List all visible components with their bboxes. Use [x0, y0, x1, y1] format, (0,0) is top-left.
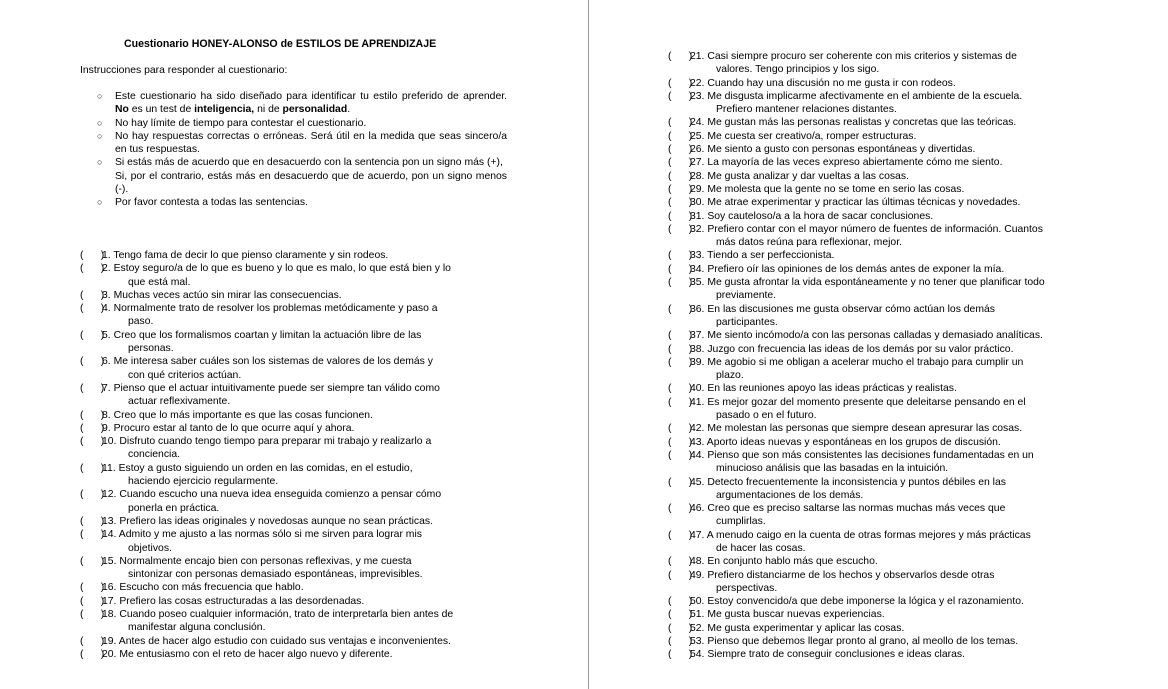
question-number: 47.	[690, 529, 705, 541]
answer-blank[interactable]: ( )	[80, 582, 105, 594]
question-text: Me disgusta implicarme afectivamente en el ambiente de la escuela.	[707, 90, 1023, 102]
question-item	[668, 50, 1108, 77]
question-text: Me molesta que la gente no se tome en serio las cosas.	[707, 183, 965, 195]
question-number: 3.	[102, 289, 111, 301]
question-text: Prefiero contar con el mayor número de fuentes de información. Cuantos	[707, 223, 1043, 235]
question-number: 13.	[102, 515, 117, 527]
answer-blank[interactable]: ( )	[668, 343, 693, 355]
instruction-item: ○ Este cuestionario ha sido diseñado para identificar tu estilo preferido de aprender. No es un test de inteligencia, ni de personalidad.	[97, 91, 507, 116]
instructions-list	[97, 90, 507, 210]
question-text-continuation: valores. Tengo principios y los sigo.	[716, 64, 880, 76]
question-text-continuation: plazo.	[716, 370, 744, 382]
answer-blank[interactable]: ( )	[668, 476, 693, 488]
answer-blank[interactable]: ( )	[668, 263, 693, 275]
question-item	[80, 302, 510, 329]
question-number: 2.	[102, 263, 111, 275]
question-number: 10.	[102, 436, 117, 448]
question-number: 35.	[690, 277, 705, 289]
question-number: 38.	[690, 343, 705, 355]
question-text: Casi siempre procuro ser coherente con mis criterios y sistemas de	[707, 51, 1017, 62]
question-text-continuation: actuar reflexivamente.	[128, 396, 231, 408]
question-number: 26.	[690, 144, 705, 156]
question-text-continuation: argumentaciones de los demás.	[716, 489, 864, 501]
question-number: 14.	[102, 529, 117, 541]
question-item	[668, 382, 1108, 395]
question-item	[668, 502, 1108, 529]
question-number: 19.	[102, 635, 117, 647]
question-number: 53.	[690, 636, 705, 648]
question-item	[668, 196, 1108, 209]
question-text-continuation: pasado o en el futuro.	[716, 410, 817, 422]
question-text-continuation: cumplirlas.	[716, 516, 766, 528]
answer-blank[interactable]: ( )	[80, 303, 105, 315]
question-number: 1.	[102, 250, 111, 261]
question-number: 24.	[690, 117, 705, 129]
question-text-continuation: perspectivas.	[716, 582, 778, 594]
question-text-continuation: haciendo ejercicio regularmente.	[128, 476, 279, 488]
question-number: 41.	[690, 396, 705, 408]
question-item	[80, 262, 510, 289]
answer-blank[interactable]: ( )	[668, 449, 693, 461]
answer-blank[interactable]: ( )	[668, 396, 693, 408]
question-text: Prefiero las ideas originales y novedosas aunque no sean prácticas.	[119, 515, 433, 527]
answer-blank[interactable]: ( )	[80, 382, 105, 394]
question-text: Me entusiasmo con el reto de hacer algo nuevo y diferente.	[119, 648, 393, 660]
answer-blank[interactable]: ( )	[668, 90, 693, 102]
question-text-continuation: que está mal.	[128, 276, 191, 288]
question-text: Me siento incómodo/a con las personas calladas y demasiado analíticas.	[707, 330, 1043, 342]
answer-blank[interactable]: ( )	[668, 556, 693, 568]
answer-blank[interactable]: ( )	[668, 250, 693, 262]
question-text: Tengo fama de decir lo que pienso claramente y sin rodeos.	[113, 250, 389, 261]
question-item	[80, 329, 510, 356]
question-text-continuation: Prefiero mantener relaciones distantes.	[716, 104, 897, 116]
question-text: Admito y me ajusto a las normas sólo si me sirven para lograr mis	[118, 529, 422, 541]
answer-blank[interactable]: ( )	[80, 436, 105, 448]
question-item	[668, 595, 1108, 608]
question-item	[668, 303, 1108, 330]
question-text: Me atrae experimentar y practicar las últimas técnicas y novedades.	[707, 197, 1021, 209]
question-text: Antes de hacer algo estudio con cuidado sus ventajas e inconvenientes.	[118, 635, 451, 647]
answer-blank[interactable]: ( )	[668, 569, 693, 581]
question-number: 16.	[102, 582, 117, 594]
question-text: Me gusta experimentar y aplicar las cosas.	[707, 622, 905, 634]
question-number: 46.	[690, 503, 705, 515]
answer-blank[interactable]: ( )	[80, 609, 105, 621]
question-item	[80, 422, 510, 435]
answer-blank[interactable]: ( )	[668, 157, 693, 169]
question-text-continuation: sintonizar con personas demasiado espontáneas, imprevisibles.	[128, 569, 423, 581]
instruction-item: ○ Por favor contesta a todas las sentencias.	[97, 197, 308, 209]
question-item	[668, 210, 1108, 223]
question-text: Creo que lo más importante es que las cosas funcionen.	[113, 409, 373, 421]
instruction-item: ○ No hay límite de tiempo para contestar el cuestionario.	[97, 117, 367, 129]
answer-blank[interactable]: ( )	[80, 250, 105, 261]
answer-blank[interactable]: ( )	[80, 489, 105, 501]
question-text-continuation: objetivos.	[128, 542, 172, 554]
answer-blank[interactable]: ( )	[668, 529, 693, 541]
question-number: 9.	[102, 422, 111, 434]
question-text-continuation: paso.	[128, 316, 154, 328]
question-text: Pienso que el actuar intuitivamente puede ser siempre tan válido como	[113, 382, 440, 394]
question-text-continuation: personas.	[128, 343, 174, 355]
question-text: La mayoría de las veces expreso abiertamente cómo me siento.	[707, 157, 1003, 169]
page-divider	[588, 0, 589, 689]
question-number: 43.	[690, 436, 705, 448]
question-item	[668, 608, 1108, 621]
question-text: Me siento a gusto con personas espontáneas y divertidas.	[707, 144, 976, 156]
question-item	[668, 449, 1108, 476]
question-number: 31.	[690, 210, 705, 222]
answer-blank[interactable]: ( )	[80, 422, 105, 434]
question-number: 18.	[102, 609, 117, 621]
question-item	[80, 488, 510, 515]
question-number: 7.	[102, 382, 111, 394]
question-number: 4.	[102, 303, 111, 315]
question-text: Me interesa saber cuáles son los sistemas de valores de los demás y	[113, 356, 433, 368]
answer-blank[interactable]: ( )	[668, 197, 693, 209]
question-item	[668, 90, 1108, 117]
answer-blank[interactable]: ( )	[668, 636, 693, 648]
answer-blank[interactable]: ( )	[668, 622, 693, 634]
answer-blank[interactable]: ( )	[80, 515, 105, 527]
question-item	[80, 249, 510, 262]
question-number: 33.	[690, 250, 705, 262]
question-text: Es mejor gozar del momento presente que deleitarse pensando en el	[707, 396, 1026, 408]
question-number: 27.	[690, 157, 705, 169]
question-text-continuation: con qué criterios actúan.	[128, 369, 242, 381]
bullet-circle-icon: ○	[97, 117, 103, 128]
question-text: Estoy a gusto siguiendo un orden en las comidas, en el estudio,	[118, 462, 413, 474]
answer-blank[interactable]: ( )	[80, 462, 105, 474]
question-text: Prefiero oír las opiniones de los demás antes de exponer la mía.	[707, 263, 1005, 275]
answer-blank[interactable]: ( )	[668, 277, 693, 289]
answer-blank[interactable]: ( )	[80, 409, 105, 421]
question-item	[668, 130, 1108, 143]
question-item	[668, 263, 1108, 276]
question-number: 11.	[102, 462, 116, 474]
question-item	[80, 648, 510, 661]
answer-blank[interactable]: ( )	[668, 183, 693, 195]
question-item	[668, 622, 1108, 635]
question-item	[668, 143, 1108, 156]
question-text-continuation: de hacer las cosas.	[716, 542, 806, 554]
question-item	[80, 595, 510, 608]
question-number: 48.	[690, 556, 705, 568]
question-text: Disfruto cuando tengo tiempo para preparar mi trabajo y realizarlo a	[119, 436, 432, 448]
question-item	[668, 529, 1108, 556]
question-item	[668, 249, 1108, 262]
answer-blank[interactable]: ( )	[668, 383, 693, 395]
question-number: 23.	[690, 90, 705, 102]
question-text: Creo que los formalismos coartan y limitan la actuación libre de las	[113, 329, 422, 341]
question-number: 5.	[102, 329, 111, 341]
answer-blank[interactable]: ( )	[668, 51, 693, 62]
question-item	[668, 396, 1108, 423]
question-text: Siempre trato de conseguir conclusiones e ideas claras.	[707, 649, 965, 661]
instruction-item: ○ No hay respuestas correctas o erróneas. Será útil en la medida que seas sincero/a en tus respuestas.	[97, 130, 507, 156]
answer-blank[interactable]: ( )	[668, 77, 693, 89]
question-number: 40.	[690, 383, 705, 395]
answer-blank[interactable]: ( )	[80, 329, 105, 341]
question-number: 51.	[690, 609, 705, 621]
answer-blank[interactable]: ( )	[80, 289, 105, 301]
answer-blank[interactable]: ( )	[668, 117, 693, 129]
question-number: 30.	[690, 197, 705, 209]
question-text: Normalmente trato de resolver los problemas metódicamente y paso a	[113, 303, 438, 315]
question-item	[668, 329, 1108, 342]
question-text: Estoy convencido/a que debe imponerse la lógica y el razonamiento.	[707, 596, 1024, 608]
question-number: 39.	[690, 356, 705, 368]
question-text: Aporto ideas nuevas y espontáneas en los grupos de discusión.	[706, 436, 1001, 448]
question-item	[668, 77, 1108, 90]
question-number: 22.	[690, 77, 705, 89]
answer-blank[interactable]: ( )	[668, 423, 693, 435]
question-text: Me cuesta ser creativo/a, romper estructuras.	[707, 130, 917, 142]
question-number: 29.	[690, 183, 705, 195]
answer-blank[interactable]: ( )	[80, 648, 105, 660]
answer-blank[interactable]: ( )	[668, 223, 693, 235]
question-item	[668, 422, 1108, 435]
question-text: Escucho con más frecuencia que hablo.	[119, 582, 304, 594]
answer-blank[interactable]: ( )	[668, 144, 693, 156]
question-text-continuation: más datos reúna para reflexionar, mejor.	[716, 237, 902, 249]
question-number: 54.	[690, 649, 705, 661]
answer-blank[interactable]: ( )	[668, 130, 693, 142]
question-number: 45.	[690, 476, 705, 488]
question-item	[80, 528, 510, 555]
questions-list-right	[668, 50, 1108, 662]
question-item	[80, 608, 510, 635]
question-item	[668, 276, 1108, 303]
answer-blank[interactable]: ( )	[668, 596, 693, 608]
question-text: Me gusta afrontar la vida espontáneamente y no tener que planificar todo	[707, 277, 1045, 289]
answer-blank[interactable]: ( )	[80, 595, 105, 607]
question-number: 49.	[690, 569, 705, 581]
question-item	[668, 343, 1108, 356]
question-item	[668, 116, 1108, 129]
question-text: Cuando hay una discusión no me gusta ir con rodeos.	[707, 77, 956, 89]
instruction-item: ○ Si estás más de acuerdo que en desacuerdo con la sentencia pon un signo más (+), Si, por el contrario, estás más en desacuerdo que de acuerdo, pon un signo menos (-).	[97, 157, 507, 196]
question-text: Cuando escucho una nueva idea enseguida comienzo a pensar cómo	[119, 489, 442, 501]
question-item	[80, 382, 510, 409]
question-text: Estoy seguro/a de lo que es bueno y lo que es malo, lo que está bien y lo	[113, 263, 451, 275]
question-text: Me molestan las personas que siempre desean apresurar las cosas.	[707, 423, 1023, 435]
question-item	[80, 515, 510, 528]
bullet-circle-icon: ○	[97, 197, 103, 208]
question-item	[80, 435, 510, 462]
question-item	[80, 462, 510, 489]
question-item	[668, 436, 1108, 449]
answer-blank[interactable]: ( )	[668, 649, 693, 661]
answer-blank[interactable]: ( )	[80, 635, 105, 647]
question-number: 21.	[690, 51, 705, 62]
answer-blank[interactable]: ( )	[80, 555, 105, 567]
question-text: En las discusiones me gusta observar cómo actúan los demás	[707, 303, 995, 315]
question-item	[80, 409, 510, 422]
question-number: 8.	[102, 409, 111, 421]
question-item	[668, 476, 1108, 503]
question-number: 36.	[690, 303, 705, 315]
question-item	[80, 355, 510, 382]
question-number: 32.	[690, 223, 705, 235]
question-item	[668, 223, 1108, 250]
bullet-circle-icon: ○	[97, 130, 103, 141]
answer-blank[interactable]: ( )	[668, 303, 693, 315]
question-text: Pienso que son más consistentes las decisiones fundamentadas en un	[707, 449, 1034, 461]
question-number: 50.	[690, 596, 705, 608]
answer-blank[interactable]: ( )	[668, 503, 693, 515]
question-number: 28.	[690, 170, 705, 182]
question-text: Me gusta analizar y dar vueltas a las cosas.	[707, 170, 909, 182]
question-text-continuation: conciencia.	[128, 449, 180, 461]
question-text: Me gustan más las personas realistas y concretas que las teóricas.	[707, 117, 1017, 129]
question-item	[668, 635, 1108, 648]
question-item	[80, 635, 510, 648]
question-text-continuation: manifestar alguna conclusión.	[128, 622, 266, 634]
answer-blank[interactable]: ( )	[668, 609, 693, 621]
page-title: Cuestionario HONEY-ALONSO de ESTILOS DE APRENDIZAJE	[124, 38, 437, 50]
question-text: Soy cauteloso/a a la hora de sacar conclusiones.	[707, 210, 934, 222]
bullet-circle-icon: ○	[97, 157, 103, 168]
question-number: 15.	[102, 555, 117, 567]
question-number: 44.	[690, 449, 705, 461]
question-number: 12.	[102, 489, 117, 501]
question-number: 52.	[690, 622, 705, 634]
question-text: Prefiero distanciarme de los hechos y observarlos desde otras	[707, 569, 995, 581]
question-item	[668, 156, 1108, 169]
question-text: Me gusta buscar nuevas experiencias.	[707, 609, 885, 621]
question-number: 42.	[690, 423, 705, 435]
question-item	[668, 170, 1108, 183]
question-text: Prefiero las cosas estructuradas a las desordenadas.	[119, 595, 365, 607]
question-number: 20.	[102, 648, 117, 660]
question-text: Juzgo con frecuencia las ideas de los demás por su valor práctico.	[707, 343, 1014, 355]
question-number: 37.	[690, 330, 705, 342]
question-text: En las reuniones apoyo las ideas prácticas y realistas.	[707, 383, 957, 395]
question-text: Normalmente encajo bien con personas reflexivas, y me cuesta	[119, 555, 412, 567]
question-number: 17.	[102, 595, 117, 607]
question-text: Cuando poseo cualquier información, trato de interpretarla bien antes de	[119, 609, 454, 621]
instructions-heading: Instrucciones para responder al cuestionario:	[80, 65, 288, 76]
questions-list-left	[80, 249, 510, 661]
question-item	[668, 555, 1108, 568]
question-text: Procuro estar al tanto de lo que ocurre aquí y ahora.	[113, 422, 355, 434]
question-text: Muchas veces actúo sin mirar las consecuencias.	[113, 289, 342, 301]
question-number: 6.	[102, 356, 111, 368]
answer-blank[interactable]: ( )	[668, 356, 693, 368]
question-text: Me agobio si me obligan a acelerar mucho el trabajo para cumplir un	[707, 356, 1024, 368]
answer-blank[interactable]: ( )	[80, 263, 105, 275]
question-item	[80, 289, 510, 302]
answer-blank[interactable]: ( )	[80, 356, 105, 368]
question-text: Pienso que debemos llegar pronto al grano, al meollo de los temas.	[707, 636, 1019, 648]
question-text-continuation: ponerla en práctica.	[128, 502, 220, 514]
question-text: A menudo caigo en la cuenta de otras formas mejores y más prácticas	[706, 529, 1031, 541]
question-item	[668, 648, 1108, 661]
bullet-circle-icon: ○	[97, 91, 103, 101]
answer-blank[interactable]: ( )	[668, 210, 693, 222]
question-text-continuation: participantes.	[716, 316, 778, 328]
question-item	[668, 356, 1108, 383]
question-item	[80, 555, 510, 582]
answer-blank[interactable]: ( )	[668, 170, 693, 182]
question-text: Tiendo a ser perfeccionista.	[707, 250, 835, 262]
question-item	[668, 569, 1108, 596]
question-number: 34.	[690, 263, 705, 275]
question-text: En conjunto hablo más que escucho.	[707, 556, 878, 568]
question-item	[80, 581, 510, 594]
answer-blank[interactable]: ( )	[668, 330, 693, 342]
question-text: Detecto frecuentemente la inconsistencia y puntos débiles en las	[707, 476, 1006, 488]
question-text-continuation: previamente.	[716, 290, 777, 302]
question-item	[668, 183, 1108, 196]
answer-blank[interactable]: ( )	[668, 436, 693, 448]
answer-blank[interactable]: ( )	[80, 529, 105, 541]
question-text-continuation: minucioso análisis que las basadas en la intuición.	[716, 463, 949, 475]
question-number: 25.	[690, 130, 705, 142]
question-text: Creo que es preciso saltarse las normas muchas más veces que	[707, 503, 1006, 515]
